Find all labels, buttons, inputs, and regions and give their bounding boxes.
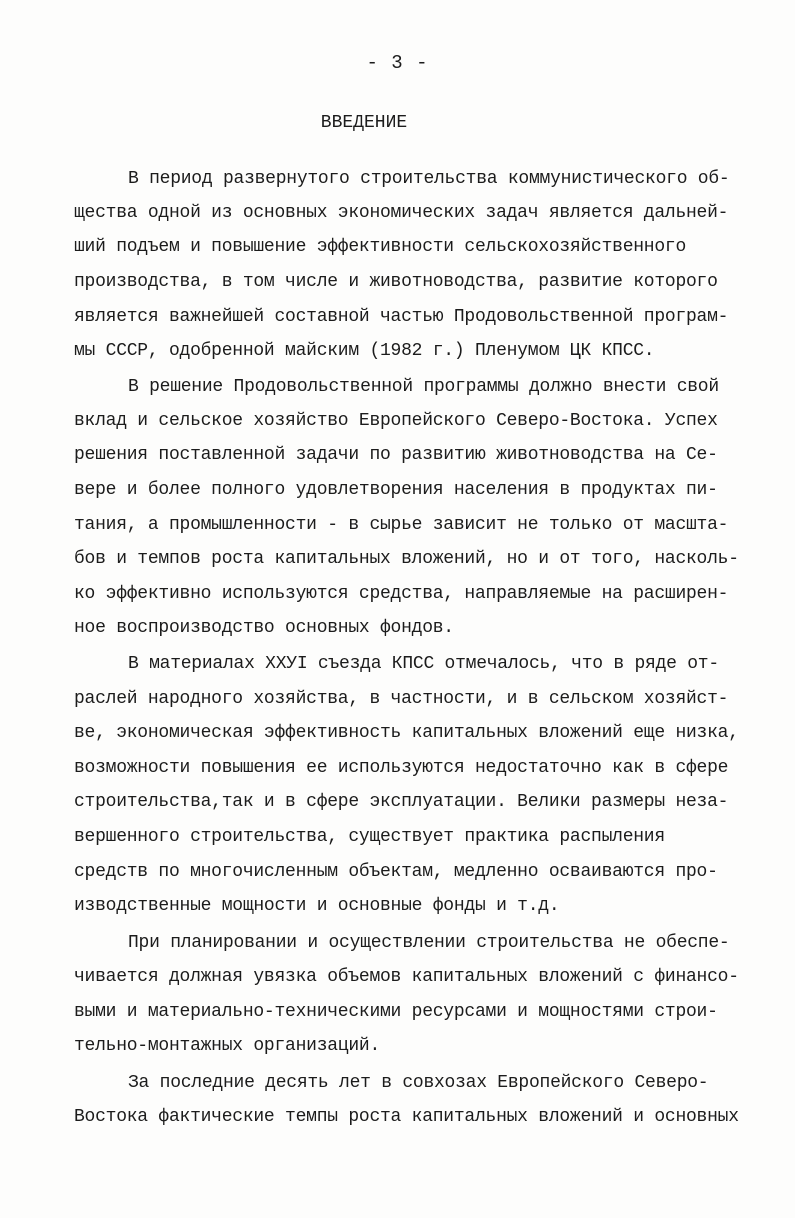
text-line: раслей народного хозяйства, в частности, и в сельском хозяйст-: [74, 689, 729, 709]
text-line: вклад и сельское хозяйство Европейского Северо-Востока. Успех: [74, 411, 718, 431]
text-line: мы СССР, одобренной майским (1982 г.) Пленумом ЦК КПСС.: [74, 341, 655, 361]
text-line: В период развернутого строительства коммунистического об-: [128, 169, 730, 189]
text-line: вере и более полного удовлетворения населения в продуктах пи-: [74, 480, 718, 500]
text-line: вершенного строительства, существует практика распыления: [74, 827, 665, 847]
text-line: ве, экономическая эффективность капитальных вложений еще низка,: [74, 723, 739, 743]
text-line: ное воспроизводство основных фондов.: [74, 618, 454, 638]
text-line: изводственные мощности и основные фонды и т.д.: [74, 896, 560, 916]
text-line: В решение Продовольственной программы должно внести свой: [128, 377, 719, 397]
text-line: решения поставленной задачи по развитию животноводства на Се-: [74, 445, 718, 465]
text-line: строительства,так и в сфере эксплуатации. Велики размеры неза-: [74, 792, 729, 812]
text-line: ший подъем и повышение эффективности сельскохозяйственного: [74, 237, 687, 257]
text-line: щества одной из основных экономических задач является дальней-: [74, 203, 729, 223]
text-line: ко эффективно используются средства, направляемые на расширен-: [74, 584, 729, 604]
text-line: тания, а промышленности - в сырье зависит не только от масшта-: [74, 515, 729, 535]
section-heading: ВВЕДЕНИЕ: [320, 113, 408, 133]
text-line: средств по многочисленным объектам, медленно осваиваются про-: [74, 862, 718, 882]
text-line: При планировании и осуществлении строительства не обеспе-: [128, 933, 730, 953]
text-line: тельно-монтажных организаций.: [74, 1036, 381, 1056]
text-line: возможности повышения ее используются недостаточно как в сфере: [74, 758, 729, 778]
text-line: В материалах ХХУI съезда КПСС отмечалось, что в ряде от-: [128, 654, 719, 674]
text-line: За последние десять лет в совхозах Европейского Северо-: [128, 1073, 709, 1093]
text-line: производства, в том числе и животноводства, развитие которого: [74, 272, 718, 292]
text-line: выми и материально-техническими ресурсами и мощностями строи-: [74, 1002, 718, 1022]
text-line: Востока фактические темпы роста капитальных вложений и основных: [74, 1107, 739, 1127]
text-line: бов и темпов роста капитальных вложений, но и от того, насколь-: [74, 549, 739, 569]
text-line: чивается должная увязка объемов капитальных вложений с финансо-: [74, 967, 739, 987]
page-number: - 3 -: [366, 52, 429, 74]
text-line: является важнейшей составной частью Продовольственной програм-: [74, 307, 729, 327]
